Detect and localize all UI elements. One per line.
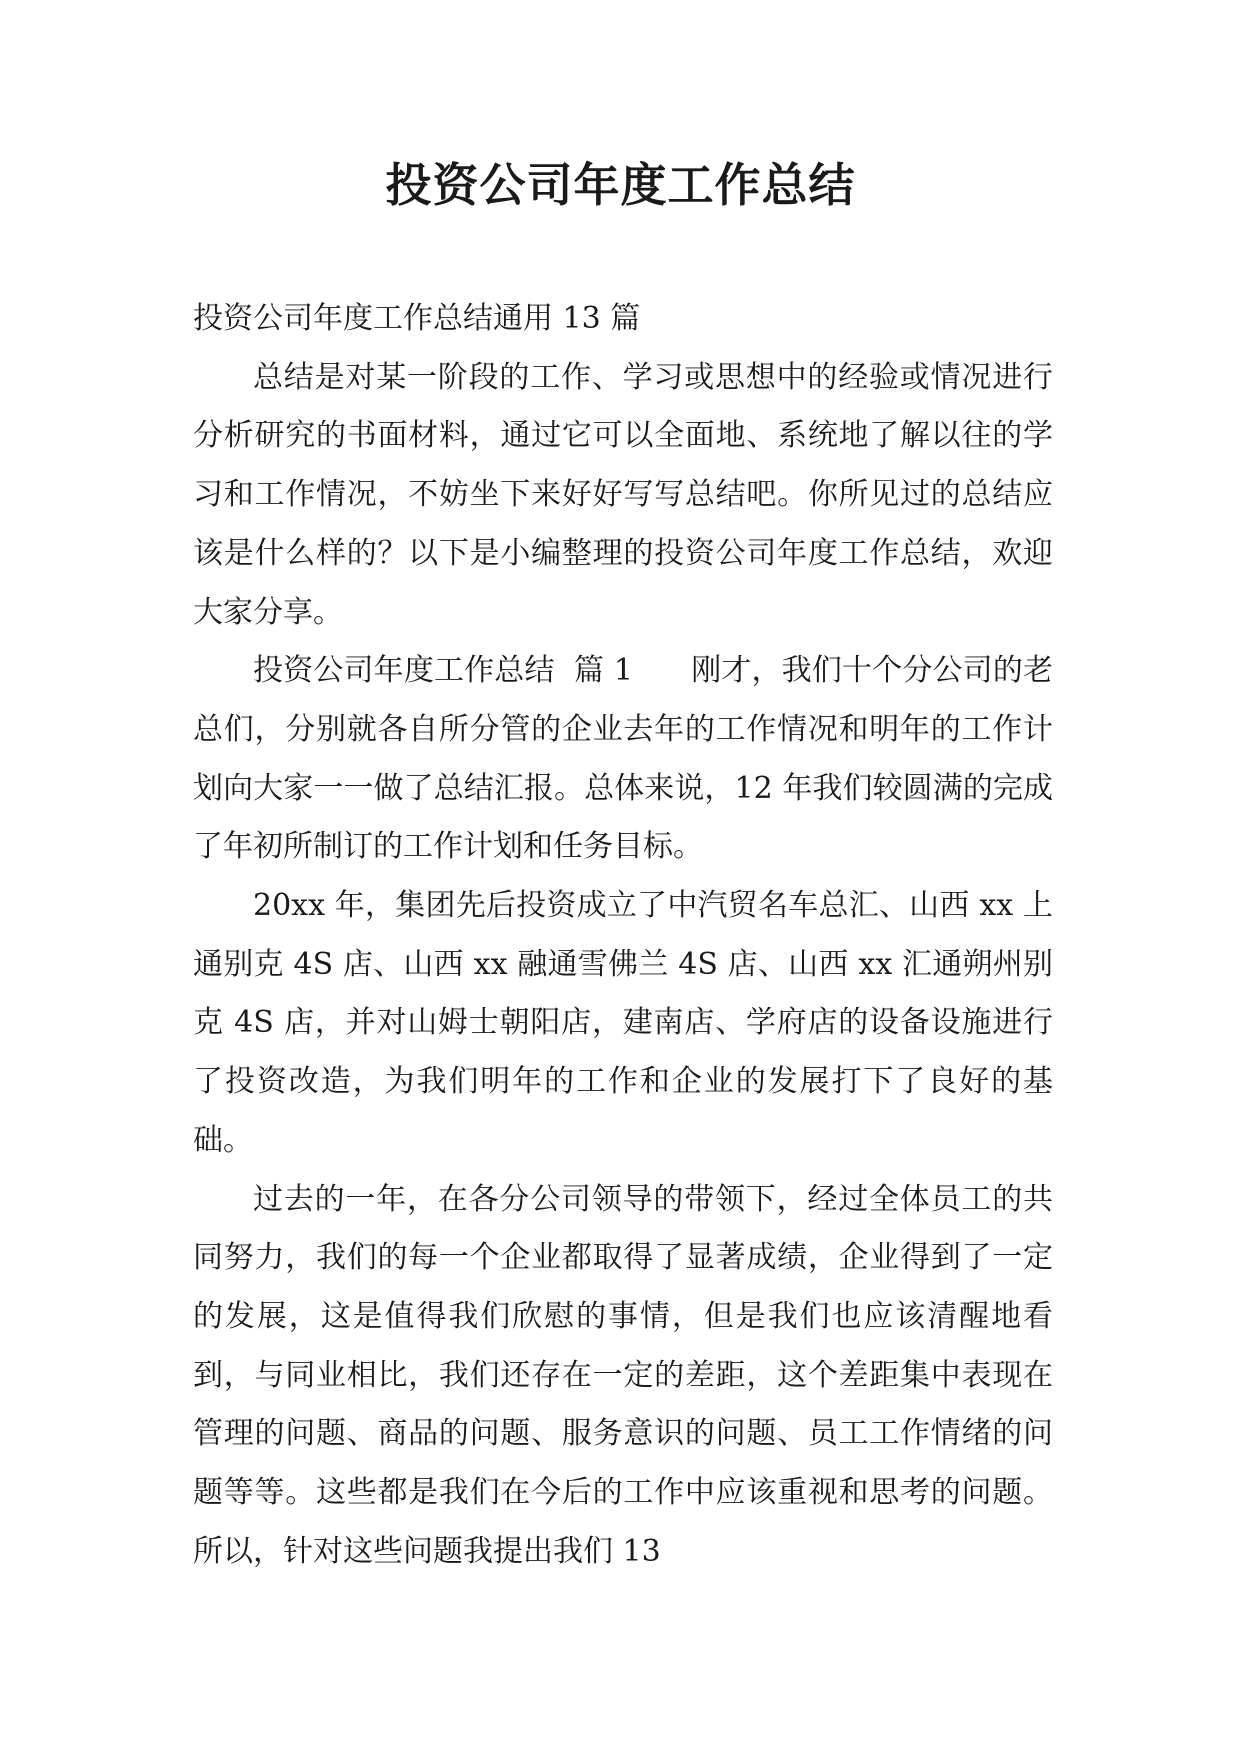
- document-title: 投资公司年度工作总结: [385, 158, 856, 212]
- paragraph-review: 过去的一年，在各分公司领导的带领下，经过全体员工的共同努力，我们的每一个企业都取得了显著成绩，企业得到了一定的发展，这是值得我们欣慰的事情，但是我们也应该清醒地看到，与同业相比，我们还存在一定的差距，这个差距集中表现在管理的问题、商品的问题、服务意识的问题、员工工作情绪的问题等等。这些都是我们在今后的工作中应该重视和思考的问题。所以，针对这些问题我提出我们 13: [193, 1181, 1053, 1569]
- paragraph-investments: 20xx 年，集团先后投资成立了中汽贸名车总汇、山西 xx 上通别克 4S 店、山西 xx 融通雪佛兰 4S 店、山西 xx 汇通朔州别克 4S 店，并对山姆士朝阳店，建南店、学府店的设备设施进行了投资改造，为我们明年的工作和企业的发展打下了良好的基础。: [193, 888, 1053, 1158]
- paragraph-section-1: 投资公司年度工作总结 篇 1 刚才，我们十个分公司的老总们，分别就各自所分管的企业去年的工作情况和明年的工作计划向大家一一做了总结汇报。总体来说，12 年我们较圆满的完成了年初所制订的工作计划和任务目标。: [193, 653, 1053, 865]
- document-body: [193, 290, 1053, 1581]
- paragraph-intro: 总结是对某一阶段的工作、学习或思想中的经验或情况进行分析研究的书面材料，通过它可以全面地、系统地了解以往的学习和工作情况，不妨坐下来好好写写总结吧。你所见过的总结应该是什么样的？以下是小编整理的投资公司年度工作总结，欢迎大家分享。: [193, 359, 1053, 630]
- document-subtitle: 投资公司年度工作总结通用 13 篇: [193, 301, 641, 336]
